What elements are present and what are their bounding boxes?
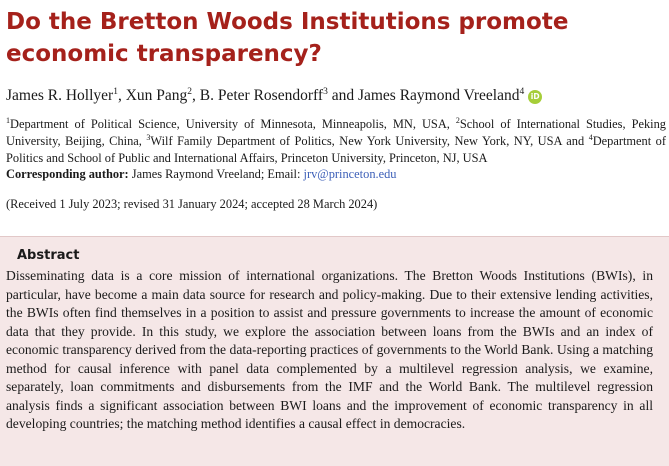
affiliation-mark: 4 (519, 87, 525, 97)
author-name[interactable]: B. Peter Rosendorff (199, 87, 324, 104)
author-separator: and (327, 87, 358, 104)
affiliation-text: Department of Politics and School of Public and International Affairs, Princeton University, Princeton, NJ, USA (6, 134, 666, 165)
affiliation-mark: 4 (588, 133, 593, 142)
affiliation-mark: 3 (146, 133, 151, 142)
author-list (6, 86, 542, 106)
affiliation-mark: 2 (455, 116, 460, 125)
author-separator: , (192, 87, 200, 104)
email-link[interactable]: jrv@princeton.edu (303, 167, 397, 181)
abstract-heading: Abstract (17, 248, 80, 263)
author-name[interactable]: Xun Pang (125, 87, 188, 104)
author-separator: , (117, 87, 126, 104)
received-dates: (Received 1 July 2023; revised 31 January 2024; accepted 28 March 2024) (6, 197, 378, 211)
affiliation-text: Department of Political Science, University of Minnesota, Minneapolis, MN, USA, (10, 117, 456, 131)
corresponding-author (6, 166, 397, 183)
author-name[interactable]: James R. Hollyer (6, 87, 114, 104)
affiliation-mark: 3 (323, 87, 328, 97)
affiliation-text: Wilf Family Department of Politics, New York University, New York, NY, USA and (150, 134, 589, 148)
affiliation-mark: 1 (6, 116, 10, 125)
abstract-text: Disseminating data is a core mission of international organizations. The Bretton Woods Institutions (BWIs), in particular, have become a main data source for research and policy-making. Due to their extensive lending activities, the BWIs often find themselves in a position to assist and pressure governments to increase the amount of economic data that they provide. In this study, we explore the association between loans from the BWIs and an index of economic transparency derived from the data-reporting practices of governments to the World Bank. Using a matching method for causal inference with panel data complemented by a multilevel regression analysis, we examine, separately, loan commitments and disbursements from the IMF and the World Bank. The multilevel regression analysis finds a significant association between BWI loans and the improvement of economic transparency in all developing countries; the matching method identifies a causal effect in democracies. (6, 268, 653, 431)
author-name[interactable]: James Raymond Vreeland (357, 87, 520, 104)
paper-title: Do the Bretton Woods Institutions promote economic transparency? (6, 9, 569, 67)
orcid-icon[interactable]: iD (528, 90, 542, 104)
corresponding-text: James Raymond Vreeland; Email: (128, 167, 304, 181)
abstract-box (0, 236, 669, 466)
affiliation-mark: 1 (113, 87, 118, 97)
affiliation-text: School of International Studies, Peking University, Beijing, China, (6, 117, 666, 148)
affiliation-mark: 2 (187, 87, 193, 97)
corresponding-label: Corresponding author: (6, 167, 129, 181)
affiliation-list (6, 116, 666, 167)
